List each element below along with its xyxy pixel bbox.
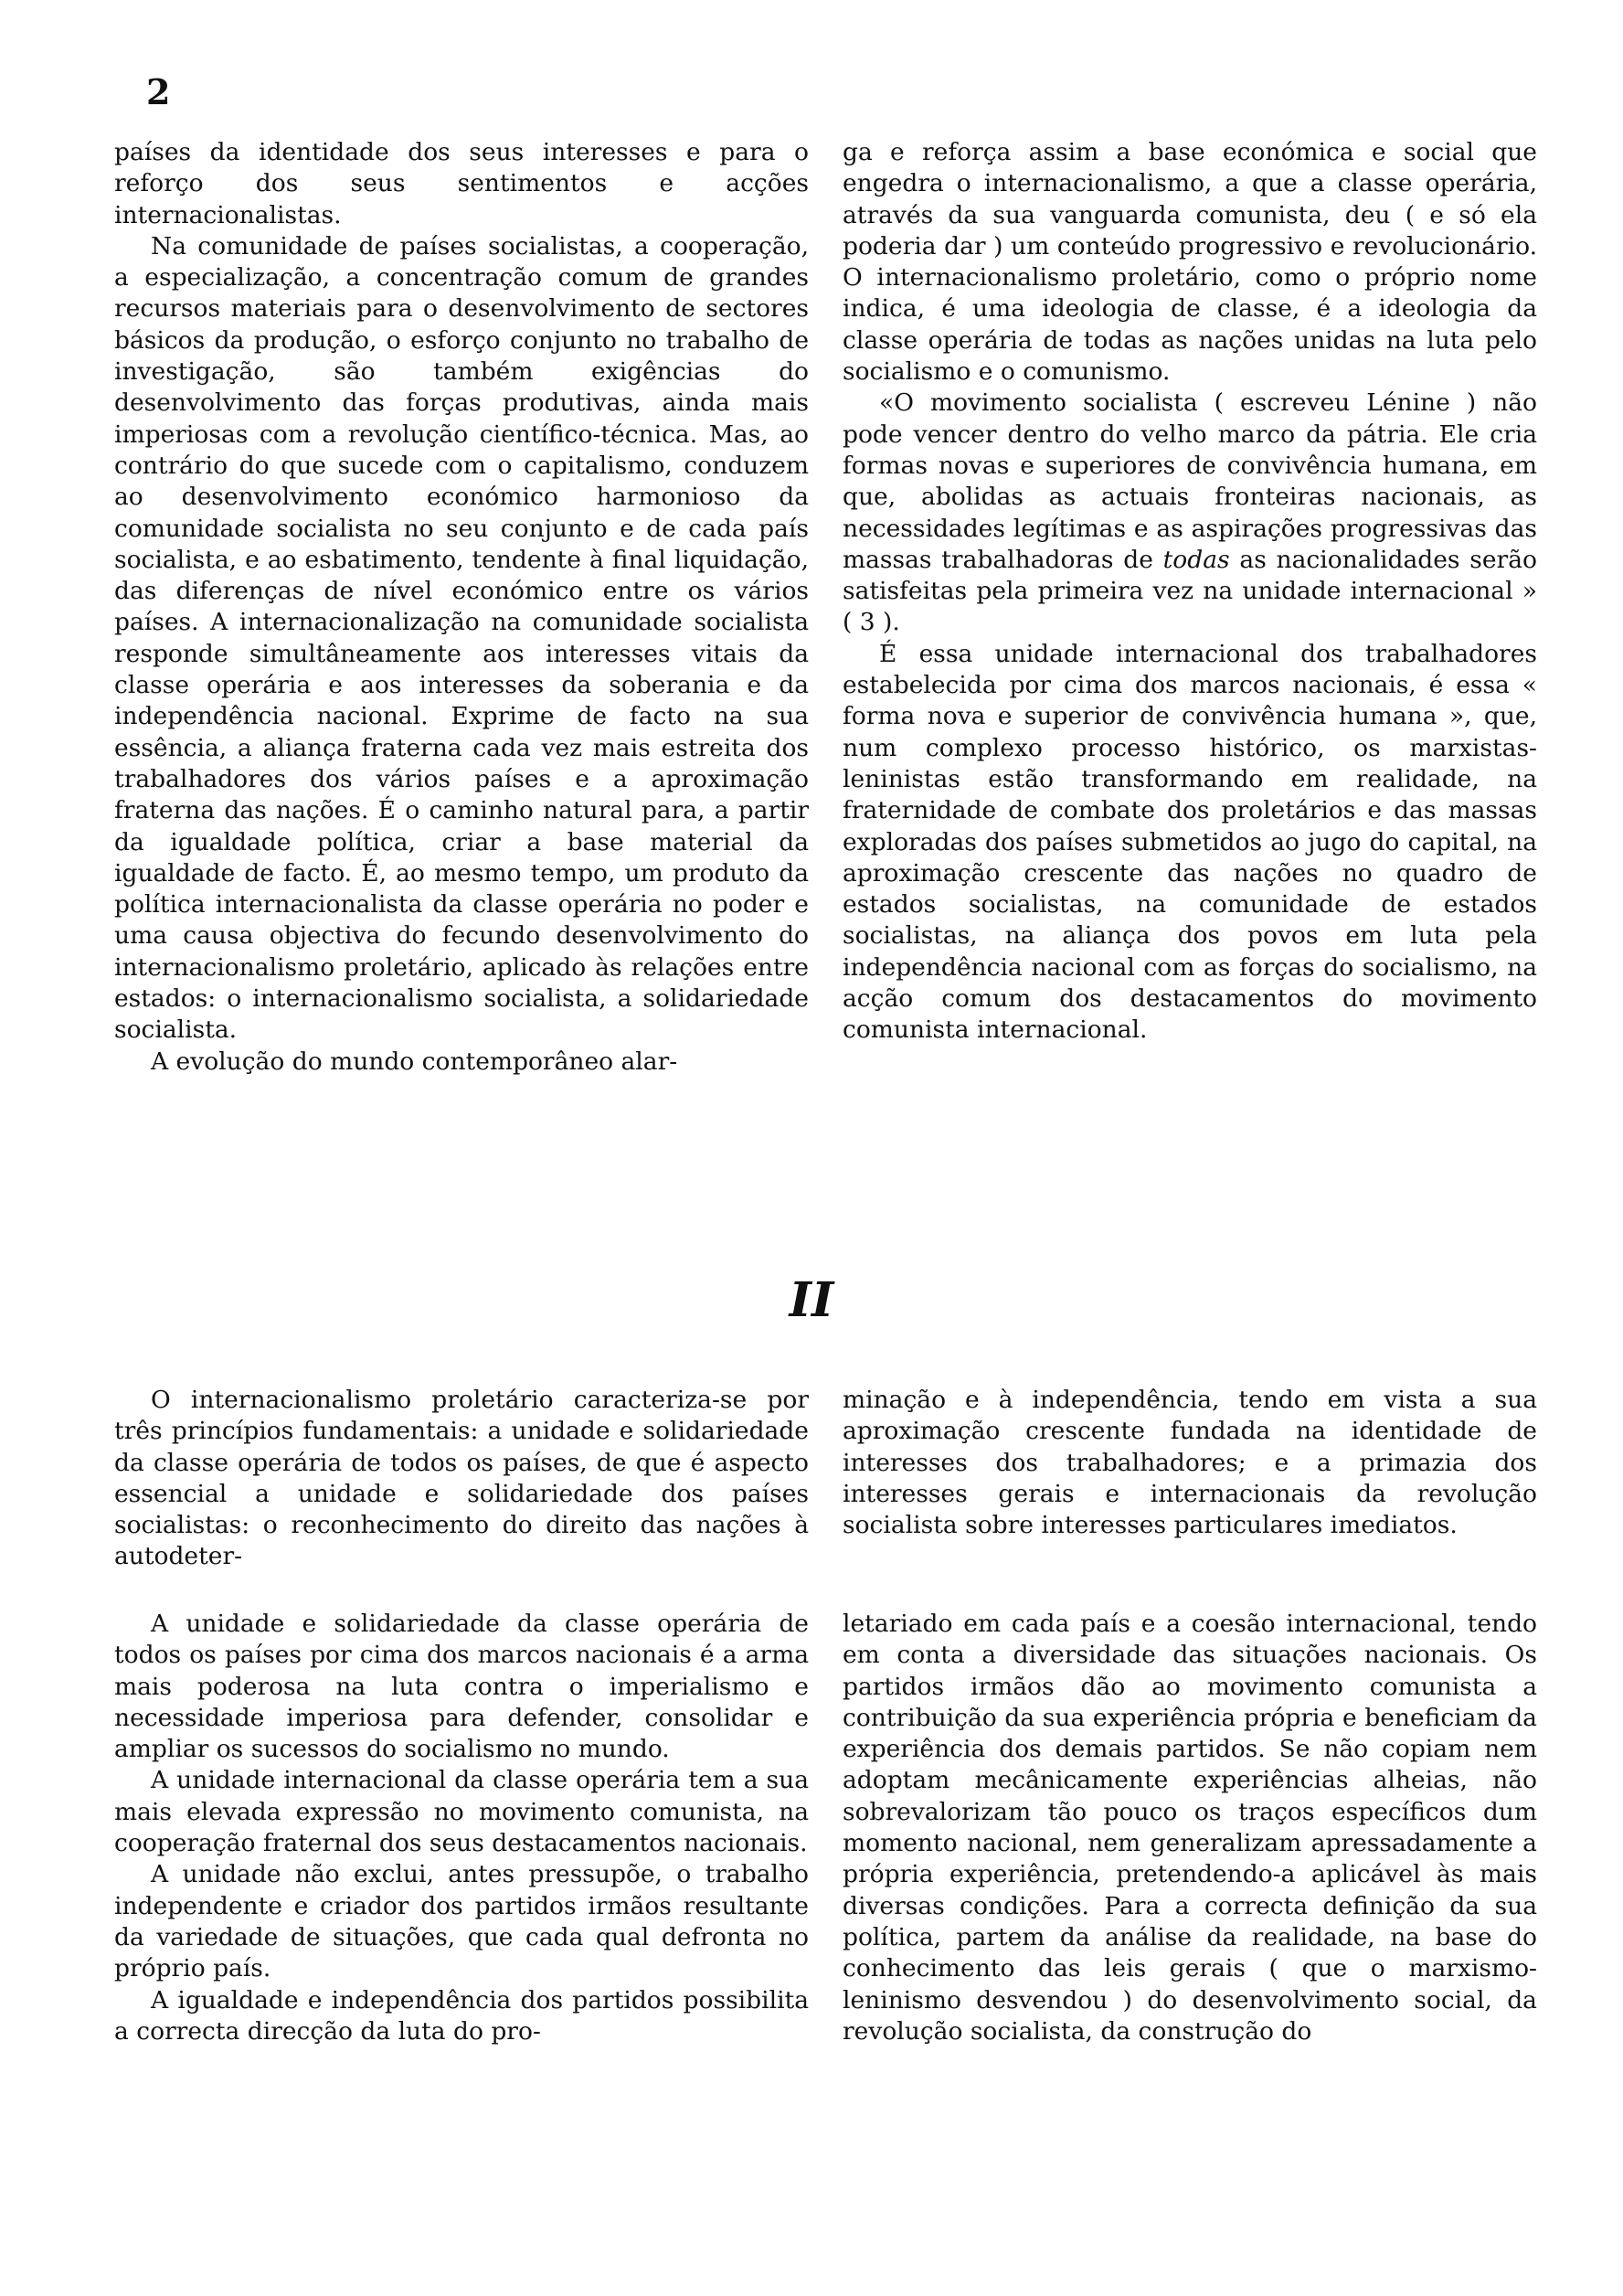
paragraph: A unidade não exclui, antes pressupõe, o trabalho independente e criador dos partidos irmãos resultante da variedade de situações, que cada qual defronta no próprio país.	[114, 1860, 809, 1983]
section2-intro-left	[114, 1385, 809, 1595]
quote-paragraph	[843, 388, 1537, 638]
quote-text-end: as nacionalidades serão satisfeitas pela primeira vez na unidade internacional » ( 3 ).	[843, 545, 1537, 637]
paragraph: ga e reforça assim a base económica e social que engedra o internacionalismo, a que a classe operária, através da sua vanguarda comunista, deu ( e só ela poderia dar ) um conteúdo progressivo e revolucionário. O internacionalismo proletário, como o próprio nome indica, é uma ideologia de classe, é a ideologia da classe operária de todas as nações unidas na luta pelo socialismo e o comunismo.	[843, 138, 1537, 387]
paragraph: A evolução do mundo contemporâneo alar-	[151, 1047, 678, 1076]
page-number: 2	[146, 71, 171, 112]
paragraph: A unidade e solidariedade da classe operária de todos os países por cima dos marcos nacionais é a arma mais poderosa na luta contra o imperialismo e necessidade imperiosa para defender, consolidar e ampliar os sucessos do socialismo no mundo.	[114, 1610, 809, 1764]
emphasis-text: todas	[1162, 545, 1230, 574]
paragraph: letariado em cada país e a coesão internacional, tendo em conta a diversidade das situações nacionais. Os partidos irmãos dão ao movimento comunista a contribuição da sua experiência própria e beneficiam da experiência dos demais partidos. Se não copiam nem adoptam mecânicamente experiências alheias, não sobrevalorizam tão pouco os traços específicos dum momento nacional, nem generalizam apressadamente a própria experiência, pretendendo-a aplicável às mais diversas condições. Para a correcta definição da sua política, partem da análise da realidade, na base do conhecimento das leis gerais ( que o marxismo-leninismo desvendou ) do desenvolvimento social, da revolução socialista, da construção do	[843, 1610, 1537, 2046]
paragraph: A unidade internacional da classe operária tem a sua mais elevada expressão no movimento comunista, na cooperação fraternal dos seus destacamentos nacionais.	[114, 1766, 809, 1858]
paragraph: Na comunidade de países socialistas, a cooperação, a especialização, a concentração comum de grandes recursos materiais para o desenvolvimento de sectores básicos da produção, o esforço conjunto no trabalho de investigação, são também exigências do desenvolvimento das forças produtivas, ainda mais imperiosas com a revolução científico-técnica. Mas, ao contrário do que sucede com o capitalismo, conduzem ao desenvolvimento económico harmonioso da comunidade socialista no seu conjunto e de cada país socialista, e ao esbatimento, tendente à final liquidação, das diferenças de nível económico entre os vários países. A internacionalização na comunidade socialista responde simultâneamente aos interesses vitais da classe operária e aos interesses da soberania e da independência nacional. Exprime de facto na sua essência, a aliança fraterna cada vez mais estreita dos trabalhadores dos vários países e a aproximação fraterna das nações. É o caminho natural para, a partir da igualdade política, criar a base material da igualdade de facto. É, ao mesmo tempo, um produto da política internacionalista da classe operária no poder e uma causa objectiva do fecundo desenvolvimento do internacionalismo proletário, aplicado às relações entre estados: o internacionalismo socialista, a solidariedade socialista.	[114, 231, 809, 1045]
paragraph: A igualdade e independência dos partidos possibilita a correcta direcção da luta do pro-	[114, 1985, 809, 2046]
section1-right-column	[843, 137, 1537, 1266]
section1-left-column	[114, 137, 809, 1266]
paragraph: minação e à independência, tendo em vista a sua aproximação crescente fundada na identidade de interesses dos trabalhadores; e a primazia dos interesses gerais e internacionais da revolução socialista sobre interesses particulares imediatos.	[843, 1386, 1537, 1540]
paragraph: É essa unidade internacional dos trabalhadores estabelecida por cima dos marcos nacionais, é essa « forma nova e superior de convivência humana », que, num complexo processo histórico, os marxistas-leninistas estão transformando em realidade, na fraternidade de combate dos proletários e das massas exploradas dos países submetidos ao jugo do capital, na aproximação crescente das nações no quadro de estados socialistas, na comunidade de estados socialistas, na aliança dos povos em luta pela independência nacional com as forças do socialismo, na acção comum dos destacamentos do movimento comunista internacional.	[843, 639, 1537, 1045]
paragraph: O internacionalismo proletário caracteriza-se por três princípios fundamentais: a unidade e solidariedade da classe operária de todos os países, de que é aspecto essencial a unidade e solidariedade dos países socialistas: o reconhecimento do direito das nações à autodeter-	[114, 1386, 809, 1571]
section2-left-column	[114, 1609, 809, 2248]
section2-right-column	[843, 1609, 1537, 2248]
quote-text: «O movimento socialista ( escreveu Lénine ) não pode vencer dentro do velho marco da pátria. Ele cria formas novas e superiores de convivência humana, em que, abolidas as actuais fronteiras nacionais, as necessidades legítimas e as aspirações progressivas das massas trabalhadoras de	[843, 388, 1537, 574]
section-heading: II	[789, 1272, 834, 1328]
section2-intro-right	[843, 1385, 1537, 1595]
paragraph: países da identidade dos seus interesses e para o reforço dos seus sentimentos e acções internacionalistas.	[114, 138, 809, 229]
